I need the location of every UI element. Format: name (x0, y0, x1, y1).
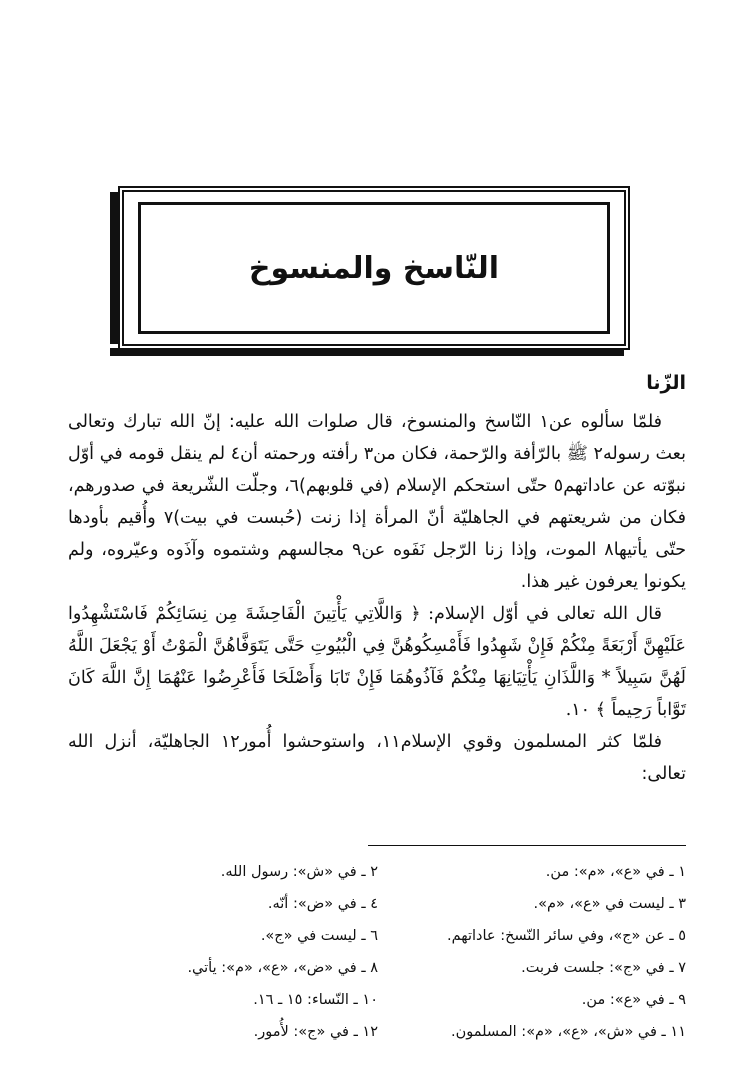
paragraph-3: فلمّا كثر المسلمون وقوي الإسلام١١، واستوحشوا أُمور١٢ الجاهليّة، أنزل الله تعالى: (68, 732, 686, 784)
footnote: ٦ ـ ليست في «ج». (260, 928, 378, 944)
footnote: ٧ ـ في «ج»: جلست فربت. (521, 960, 686, 976)
footnote: ٣ ـ ليست في «ع»، «م». (533, 896, 686, 912)
footnote-row (70, 888, 686, 920)
title-frame (118, 186, 630, 350)
paragraph-2: قال الله تعالى في أوّل الإسلام: ﴿ وَاللَّاتِي يَأْتِينَ الْفَاحِشَةَ مِن نِسَائِكُمْ فَاسْتَشْهِدُوا عَلَيْهِنَّ أَرْبَعَةً مِنْكُمْ فَإِنْ شَهِدُوا فَأَمْسِكُوهُنَّ فِي الْبُيُوتِ حَتَّى يَتَوَفَّاهُنَّ الْمَوْتُ أَوْ يَجْعَلَ اللَّهُ لَهُنَّ سَبِيلاً * وَاللَّذَانِ يَأْتِيَانِهَا مِنْكُمْ فَآذُوهُمَا فَإِنْ تَابَا وَأَصْلَحَا فَأَعْرِضُوا عَنْهُمَا إِنَّ اللَّهَ كَانَ تَوَّاباً رَحِيماً ﴾ ١٠. (68, 604, 686, 720)
footnote: ٥ ـ عن «ج»، وفي سائر النّسخ: عاداتهم. (447, 928, 686, 944)
title-inner-border (138, 202, 610, 334)
footnote: ١٠ ـ النّساء: ١٥ ـ ١٦. (253, 992, 378, 1008)
paragraph-1: فلمّا سألوه عن١ النّاسخ والمنسوخ، قال صلوات الله عليه: إنّ الله تبارك وتعالى بعث رسوله٢ ﷺ بالرّأفة والرّحمة، فكان من٣ رأفته ورحمته أن٤ لم ينقل قومه في أوّل نبوّته عن عاداتهم٥ حتّى استحكم الإسلام (في قلوبهم)٦، وجلّت الشّريعة في صدورهم، فكان من شريعتهم في الجاهليّة أنّ المرأة إذا زنت (حُبست في بيت)٧ وأُقيم بأودها حتّى يأتيها٨ الموت، وإذا زنا الرّجل نَفَوه عن٩ مجالسهم وشتموه وآذَوه وعيّروه، ولم يكونوا يعرفون غير هذا. (68, 412, 687, 592)
footnote: ١٢ ـ في «ج»: لأُمور. (253, 1024, 378, 1040)
footnote: ٨ ـ في «ض»، «ع»، «م»: يأتي. (187, 960, 378, 976)
body-text (68, 406, 686, 790)
footnote-row (70, 1016, 686, 1048)
footnote: ٩ ـ في «ع»: من. (581, 992, 686, 1008)
footnote-row (70, 952, 686, 984)
section-heading: الزّنا (646, 372, 686, 394)
footnote-row (70, 984, 686, 1016)
frame-shadow-left (110, 192, 118, 344)
page-title: النّاسخ والمنسوخ (248, 250, 500, 286)
footnote: ١١ ـ في «ش»، «ع»، «م»: المسلمون. (451, 1024, 686, 1040)
footnote-separator (368, 845, 686, 846)
footnote: ٤ ـ في «ض»: أنّه. (267, 896, 378, 912)
footnotes (70, 856, 686, 1048)
footnote: ٢ ـ في «ش»: رسول الله. (220, 864, 378, 880)
footnote-row (70, 920, 686, 952)
footnote: ١ ـ في «ع»، «م»: من. (545, 864, 686, 880)
footnote-row (70, 856, 686, 888)
frame-shadow-bottom (110, 348, 624, 356)
